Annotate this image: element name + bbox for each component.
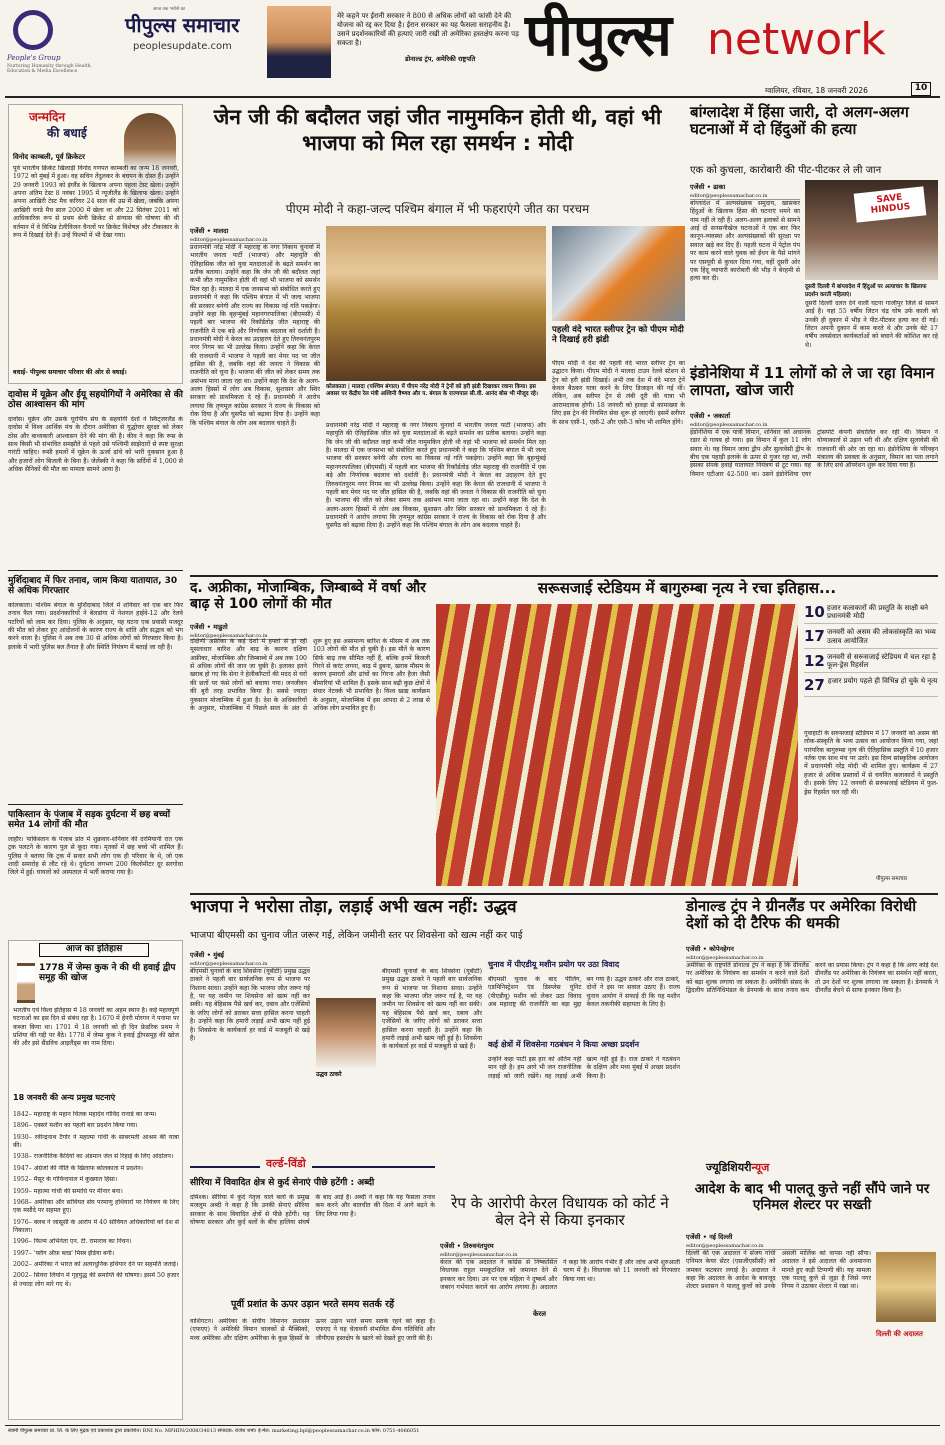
bangladesh-photo-caption: दूसरी दिल्ली में बांग्लादेश में हिंदुओं पर अत्याचार के खिलाफ प्रदर्शन करती महिलाएं। [805,284,927,298]
uddhav-story [190,898,680,1158]
lead-story [190,104,685,574]
kerala-text: केरल की एक अदालत ने कांग्रेस से निष्कासित विधायक राहुल ममकूटथिल को जमानत देने से इनकार कर दिया। उन पर एक महिला ने दुष्कर्म और जबरन गर्भपात कराने का आरोप लगाया है। अदालत ने कहा कि आरोप गंभीर हैं और जांच अभी शुरुआती चरण में है। विधायक को 11 जनवरी को गिरफ्तार किया गया था। [440,1259,680,1292]
indonesia-email: editor@peoplessamachar.co.in [690,422,810,429]
save-hindus-sign: SAVE HINDUS [854,186,927,222]
paper-name: पीपुल्स समाचार [125,13,240,37]
history-item: 1938– राजनीतिक कैदियों का अंडमान जेल से रिहाई के लिए आंदोलन। [13,1153,174,1161]
judiciary-head: आदेश के बाद भी पालतू कुत्ते नहीं सौंपे जाने पर एनिमल शेल्टर पर सख्ती [694,1181,930,1213]
bangladesh-sub: एक को कुचला, कारोबारी की पीट-पीटकर ले ली जान [690,165,882,176]
uddhav-head: भाजपा ने भरोसा तोड़ा, लड़ाई अभी खत्म नहीं: उद्धव [190,897,517,917]
history-list-title: 18 जनवरी की अन्य प्रमुख घटनाएं [13,1093,116,1102]
africa-email: editor@peoplessamachar.co.in [190,633,305,640]
birthday-title-bottom: की बधाई [47,126,87,140]
group-name: People's Group [7,54,61,62]
masthead-rule [5,96,940,98]
trump-agency: एजेंसी [686,945,701,953]
bihu-story [436,580,938,890]
flight-head: पूर्वी प्रशांत के ऊपर उड़ान भरते समय सतर्क रहें [230,1299,395,1310]
world-window [190,1157,435,1422]
africa-place: माडुतो [213,623,228,631]
kerala-agency: एजेंसी [440,1242,455,1250]
uddhav-sub: भाजपा बीएमसी का चुनाव जीत जरूर गई, लेकिन जमीनी स्तर पर शिवसेना को खत्म नहीं कर पाई [190,930,523,941]
syria-head: सीरिया में विवादित क्षेत्र से कुर्द सेनाएं पीछे हटेंगी : अब्दी [190,1178,375,1188]
indonesia-story [690,365,938,575]
uddhav-photo [316,998,376,1068]
dateline: ग्वालियर, रविवार, 18 जनवरी 2026 [765,86,868,95]
africa-head: द. अफ्रीका, मोजाम्बिक, जिम्बाब्वे में वर्षा और बाढ़ से 100 लोगों की मौत [190,580,426,613]
lead-headline: जेन जी की बदौलत जहां जीत नामुमकिन होती थी, वहां भी भाजपा को मिल रहा समर्थन : मोदी [213,105,662,156]
birthday-name: विनोद काम्बली, पूर्व क्रिकेटर [13,153,85,161]
bihu-fact [804,677,938,697]
indonesia-place: जकार्ता [713,412,731,420]
imprint-line: स्वामी पीपुल्स समाचार प्रा. लि. के लिए मुद्रक एवं प्रकाशक द्वारा प्रकाशित। RNI No. MPHIN/2008/34013 संपादक: राजेश शर्मा। ई-मेल: marketing.bpl@peoplessamachar.co.in फोन: 0751-4066051 [8,1428,420,1434]
history-box [8,940,183,1420]
bihu-fact-text: हजार कलाकारों की प्रस्तुति के साक्षी बने प्रधानमंत्री मोदी [827,604,929,621]
bangladesh-agency: एजेंसी [690,183,705,191]
train-photo [552,226,685,321]
judiciary-text: दिल्ली की एक अदालत ने संजय गांधी एनिमल केयर सेंटर (एसजीएसीसी) को जमकर फटकार लगाई है। अदालत ने कहा कि अदालत के आदेश के बावजूद शेल्टर प्रशासन ने पालतू कुत्तों को उनके असली मालिक को वापस नहीं सौंपा। अदालत ने इसे अदालत की अवमानना मानते हुए कड़ी टिप्पणी की। यह मामला एक पालतू कुत्ते से जुड़ा है जिसे नगर निगम ने उठाकर शेल्टर में रखा था। [686,1250,871,1291]
lead-byline: एजेंसी • मालदा editor@peoplessamachar.co.in [190,224,320,244]
bangladesh-side-text: दूसरी दिल्ली दलत देने वाली घटना गाजीपुर जिले से सामने आई है। यहां 55 वर्षीय लिटन चंद्र घोष उर्फ काली को उनकी ही दुकान में भीड़ ने पीट-पीटकर हत्या कर दी गई। लिटन अपनी दुकान में काम करते थे और उनके बेटे 17 वर्षीय जयसेवाल कार्यकर्ताओं को बचाने की कोशिश कर रहे थे। [805,300,938,349]
bihu-fact [804,653,938,673]
judiciary-place: नई दिल्ली [709,1233,733,1241]
kerala-story [440,1195,680,1420]
group-tagline: Nurturing Humanity through Health, Education & Media Excellence [7,64,92,74]
bihu-facts [804,604,938,701]
lead-photo-caption: कोलकाता | मालदा (पश्चिम बंगाल) में पीएम नरेंद्र मोदी ने ट्रेनों को हरी झंडी दिखाकर रवाना किया। इस अवसर पर केंद्रीय रेल मंत्री अश्विनी वैष्णव और प. बंगाल के राज्यपाल सी.वी. आनंद बोस भी मौजूद रहे। [326,384,538,398]
masthead [5,1,940,102]
world-rule [190,1166,435,1168]
footer-rule [5,1425,940,1426]
bangladesh-place: ढाका [713,183,726,191]
africa-byline: एजेंसी • माडुतो editor@peoplessamachar.co.in [190,620,305,640]
website: peoplesupdate.com [133,41,232,52]
judiciary-email: editor@peoplessamachar.co.in [686,1243,811,1250]
birthday-text: पूर्व भारतीय क्रिकेट खिलाड़ी विनोद गणपत काम्बली का जन्म 18 जनवरी, 1972 को मुंबई में हुआ। वह सचिन तेंदुलकर के बचपन के दोस्त हैं। उन्होंने 29 जनवरी 1993 को इंग्लैंड के खिलाफ अपना पहला टेस्ट खेला। उन्होंने अपना अंतिम टेस्ट 8 नवंबर 1995 में न्यूजीलैंड के खिलाफ खेला। उन्होंने अपना आखिरी टेस्ट मैच करियर 24 साल की उम्र में खेला, जबकि अपना आखिरी वनडे मैच साल 2000 में खेला था और 22 सितंबर 2011 को आधिकारिक रूप से प्रथम श्रेणी क्रिकेट से संन्यास की घोषणा की थी वर्तमान में वे विभिन्न टेलीविजन चैनलों पर क्रिकेट विशेषज्ञ और टीकाकार के रूप में दिखाई देते हैं। उन्हें फिल्मों में भी देखा गया। [13,165,179,239]
kerala-head: रेप के आरोपी केरल विधायक को कोर्ट ने बेल देने से किया इनकार [451,1194,669,1230]
history-item: 1996– फिल्म अभिनेता एन. टी. रामाराव का निधन। [13,1238,132,1246]
judiciary-label: दिल्ली की अदालत [876,1330,923,1338]
africa-story [190,580,430,880]
judiciary-byline: एजेंसी • नई दिल्ली editor@peoplessamachar.co.in [686,1230,811,1250]
kerala-label: केरल [530,1309,549,1319]
hourglass-icon [17,963,35,1003]
bihu-fact-number: 10 [804,603,825,621]
bangladesh-email: editor@peoplessamachar.co.in [690,193,800,200]
bihu-fact-number: 27 [804,675,825,694]
history-item: 1968– अमेरिका और सोवियत संघ परमाणु हथियारों पर नियंत्रण के लिए एक मसौदे पर सहमत हुए। [13,1198,179,1215]
africa-text: दक्षिणी अफ्रीका के कई देशों में हफ्तों से हो रही मूसलाधार बारिश और बाढ़ के कारण दक्षिण अफ्रीका, मोजाम्बिक और जिम्बाब्वे में अब तक 100 से अधिक लोगों की जान जा चुकी है। इलाका इतने खराब हो गए कि सेना ने हेलीकॉप्टरों की मदद से घरों की छतों पर फंसे लोगों को बचाया गया। जनजीवन की बुरी तरह प्रभावित किया है। सबसे ज्यादा नुकसान मोजाम्बिक में हुआ है। देश के अधिकारियों के अनुसार, मोजाम्बिक में पिछले साल के अंत से शुरू हुए इस असामान्य बारिश के मौसम में अब तक 103 लोगों की मौत हो चुकी है। इस मौतें के कारण सिर्फ बाढ़ तक सीमित नहीं हैं, बल्कि इनमें बिजली गिरने से करंट लगना, बाढ़ में डूबना, खराब मौसम के कारण इमारतों और ढांचों का गिरना और हैजा जैसी बीमारियां भी शामिल हैं। इसके साथ बढ़ी कुछ क्षेत्रों में संचार नेटवर्क भी प्रभावित है। विश्व खाद्य कार्यक्रम के अनुसार, मोजाम्बिक में इस आपदा से 2 लाख से अधिक लोग प्रभावित हुए हैं। [190,638,430,712]
history-item: 1842– महाराष्ट्र के महान चिंतक महादेव गोविंद रानाडे का जन्म। [13,1111,157,1118]
evm-text: बीएमसी चुनाव के बाद पीलिंग, एडमिनिस्ट्रेशन एंड डिस्प्लेस यूनिट (पीएडीयू) मशीन को लेकर उठा विवाद अब महाराष्ट्र की राजनीति का बड़ा मुद्दा बन गया है। उद्धव ठाकरे और राज ठाकरे, दोनों ने इस पर सवाल उठाए हैं। राज्य चुनाव आयोग ने सफाई दी कि यह मशीन केवल तकनीकी सहायता के लिए है। [488,976,680,1009]
judiciary-tag [706,1162,769,1175]
kerala-email: editor@peoplessamachar.co.in [440,1252,558,1259]
history-item: 2002– अमेरिका ने भारत को अत्याधुनिक हथियार देने पर सहमति जताई। [13,1261,179,1269]
uddhav-text: बीएमसी चुनावों के बाद शिवसेना (यूबीटी) प्रमुख उद्धव ठाकरे ने पहली बार सार्वजनिक रूप से भाजपा पर निशाना साधा। उन्होंने कहा कि भाजपा जीत जरूर गई है, पर यह जमीन पर शिवसेना को खत्म नहीं कर सकी। यह बेहिसाब पैसे खर्च कर, दबाव और एजेंसियों के जरिए लोगों को डराकर सत्ता हासिल करना चाहती है। उन्होंने कहा कि हमारी लड़ाई अभी खत्म नहीं हुई है। शिवसेना के कार्यकर्ता हर वार्ड में मजबूती से खड़े हैं। [190,968,310,1042]
lead-agency: एजेंसी [190,227,205,235]
bangladesh-text: बांग्लादेश में अल्पसंख्यक समुदाय, खासकर हिंदुओं के खिलाफ हिंसा की घटनाएं थमने का नाम नहीं ले रही हैं। अलग-अलग इलाकों से सामने आई दो सनसनीखेज घटनाओं ने एक बार फिर कानून-व्यवस्था और अल्पसंख्यकों की सुरक्षा पर सवाल खड़े कर दिए हैं। पहली घटना में पेट्रोल पंप पर काम करने वाले युवक को ईंधन के पैसे मांगने पर एसयूवी से कुचल दिया गया, वहीं दूसरी ओर एक हिंदू व्यापारी कारोबारी की भीड़ ने बेरहमी से हत्या कर दी। [690,200,800,283]
kerala-place: तिरुवनंतपुरम [463,1242,494,1250]
kerala-byline: एजेंसी • तिरुवनंतपुरम editor@peoplessamachar.co.in [440,1239,558,1259]
birthday-wish: बधाई- पीपुल्स समाचार परिवार की ओर से बधाई। [13,369,127,376]
bihu-head: सरूसजाई स्टेडियम में बागुरुम्बा नृत्य ने रचा इतिहास... [537,579,837,597]
trump-head: डोनाल्ड ट्रंप ने ग्रीनलैंड पर अमेरिका विरोधी देशों को दी टैरिफ की धमकी [686,897,917,933]
bangladesh-byline: एजेंसी • ढाका editor@peoplessamachar.co.in [690,180,800,200]
bihu-fact-text: जनवरी से सरूसजाई स्टेडियम में चल रहा है फूल-ड्रेस रिहर्सल [827,652,936,669]
uddhav-agency: एजेंसी [190,951,205,959]
judiciary-agency: एजेंसी [686,1233,701,1241]
lead-text-col2: प्रधानमंत्री नरेंद्र मोदी ने महाराष्ट्र के नगर निकाय चुनावों में भारतीय जनता पार्टी (भाजपा) और महायुति की ऐतिहासिक जीत को युवा मतदाताओं के बढ़ते समर्थन का प्रतीक बताया। उन्होंने कहा कि जेन जी की बदौलत जहां कभी जीत नामुमकिन होती थी वहां भी भाजपा को समर्थन मिल रहा है। मालदा में एक जनसभा को संबोधित करते हुए प्रधानमंत्री ने कहा कि पश्चिम बंगाल में भी जल्द भाजपा की सरकार बनेगी और राज्य का विकास नई गति पकड़ेगा। उन्होंने कहा कि बृहन्मुंबई महानगरपालिका (बीएमसी) में पहली बार भाजपा की रिकॉर्डतोड़ जीत महाराष्ट्र की राजनीति में एक बड़े और निर्णायक बदलाव को दर्शाती है। प्रधानमंत्री मोदी ने केरल का उदाहरण देते हुए तिरुवनंतपुरम नगर निगम का भी उल्लेख किया। उन्होंने कहा कि केरल की राजधानी में भाजपा ने पहली बार मेयर पद पर जीत हासिल की है, जबकि वहां की जनता ने विकास की राजनीति को चुना है। भाजपा की जीत को लेकर समय तक असंभव माना जाता रहा था। उन्होंने कहा कि देश के अलग-अलग हिस्सों में लोग अब विकास, सुशासन और स्थिर सरकार को प्राथमिकता दे रहे हैं। प्रधानमंत्री ने आरोप लगाया कि तृणमूल कांग्रेस सरकार ने राज्य के विकास को रोक दिया है और घुसपैठ को बढ़ावा दिया है। उन्होंने कहा कि पश्चिम बंगाल के लोग अब बदलाव चाहते हैं। [326,422,546,530]
indonesia-agency: एजेंसी [690,412,705,420]
train-text: पीएम मोदी ने देश की पहली वंदे भारत स्लीपर ट्रेन का उद्घाटन किया। पीएम मोदी ने मालदा टाउन रेलवे स्टेशन से ट्रेन को हरी झंडी दिखाई। अभी तक देश में वंदे भारत ट्रेनें केवल बैठकर यात्रा करने के लिए डिजाइन की गई थीं। लेकिन, अब स्लीपर ट्रेन से लंबी दूरी की यात्रा भी आरामदायक होगी। 18 जनवरी को हावड़ा से कामाख्या के लिए इस ट्रेन की नियमित सेवा शुरू हो जाएगी। इसमें स्लीपर के साथ एसी-1, एसी-2 और एसी-3 कोच भी शामिल होंगे। [552,360,685,426]
judiciary-tag-1: ज्यूडिशियरी [706,1161,752,1174]
davos-head: दावोस में यूक्रेन और ईयू सहयोगियों ने अमेरिका से की ठोस आश्वासन की मांग [8,390,183,411]
brand-english: network [707,14,886,65]
trump-email: editor@peoplessamachar.co.in [686,955,811,962]
section-rule [190,575,938,577]
lead-email: editor@peoplessamachar.co.in [190,237,320,244]
divider [8,570,183,571]
history-lead-head: 1778 में जेम्स कुक ने की थी हवाई द्वीप समूह की खोज [39,963,176,984]
uddhav-photo-caption: उद्धव ठाकरे [316,1071,342,1078]
judiciary-tag-2: न्यूज [751,1161,770,1174]
indonesia-head: इंडोनेशिया में 11 लोगों को ले जा रहा विमान लापता, खोज जारी [690,364,935,400]
syria-text: दमिश्क। सीरिया में कुर्द नेतृत्व वाले बलों के प्रमुख मजलूम अब्दी ने कहा है कि उनकी सेनाएं सीरिया सरकार के साथ विवादित क्षेत्रों से पीछे हटेंगी। यह घोषणा सरकार और कुर्द बलों के बीच हालिया संघर्ष के बाद आई है। अब्दी ने कहा कि यह फैसला तनाव कम करने और बातचीत की दिशा में आगे बढ़ने के लिए लिया गया है। [190,1194,435,1227]
history-item: 1976– क्लब ने जासूसी के आरोप में 40 सोवियत अधिकारियों को देश से निकाला। [13,1218,179,1234]
bihu-fact-number: 17 [804,627,825,646]
birthday-box [8,104,183,384]
history-item: 1930– रवीन्द्रनाथ टैगोर ने महात्मा गांधी के साबरमती आश्रम की यात्रा की। [13,1133,179,1150]
left-stories [8,390,183,935]
uddhav-byline: एजेंसी • मुंबई editor@peoplessamachar.co.in [190,948,310,968]
history-item: 1997– 'फ्लैग ऑफ़ ब्लड' मिस्त्र इंडिया बनीं। [13,1249,115,1257]
bangladesh-photo [805,180,938,280]
flight-text: वाशिंगटन। अमेरिका के संघीय विमानन प्रशासन (एफएए) ने अमेरिकी विमान चालकों से मैक्सिको, मध्य अमेरिका और दक्षिण अमेरिका के कुछ हिस्सों के ऊपर उड़ान भरते समय सतर्क रहने को कहा है। एफएए ने यह चेतावनी संभावित सैन्य गतिविधि और जीपीएस हस्तक्षेप के खतरे को देखते हुए जारी की है। [190,1318,435,1342]
history-item: 1952– मैसूर के गोविन्दपाल में कुख्यात हिंसा। [13,1176,118,1184]
history-title: आज का इतिहास [39,943,149,957]
bihu-fact-text: जनवरी को असम की लोकसंस्कृति का भव्य उत्सव आयोजित [827,628,936,645]
history-item: 1959– महात्मा गांधी की समाधि पर मीनार बना। [13,1187,123,1195]
train-head: पहली वंदे भारत स्लीपर ट्रेन को पीएम मोदी ने दिखाई हरी झंडी [552,325,684,345]
page-number: 10 [911,82,931,96]
world-title: वर्ल्ड-विंडो [260,1158,312,1171]
africa-agency: एजेंसी [190,623,205,631]
trump-photo [267,6,331,78]
shiv-text: उन्होंने कहा पार्टी इस हार को अंतिम नहीं मान रही है। हम आगे भी जन राजनीतिक लड़ाई को जारी रखेंगे। वह लड़ाई अभी खत्म नहीं हुई है। राज ठाकरे ने गठबंधन के दक्षिण और मध्य मुंबई में अच्छा प्रदर्शन किया है। [488,1056,680,1080]
trump-text: अमेरिका के राष्ट्रपति डोनाल्ड ट्रंप ने कहा है कि ग्रीनलैंड पर अमेरिका के नियंत्रण का समर्थन न करने वाले देशों को बढ़ा शुल्क लगाया जा सकता है। अमेरिकी संसद के द्विदलीय प्रतिनिधिमंडल के डेनमार्क के साथ तनाव कम करने का प्रयास किया। ट्रंप ने कहा है कि अगर कोई देश ग्रीनलैंड पर अमेरिका के नियंत्रण का समर्थन नहीं करता, तो उन देशों पर शुल्क लगाया जा सकता है। डेनमार्क ने ग्रीनलैंड बेचने से साफ इनकार किया है। [686,962,938,995]
birthday-title-top: जन्मदिन [29,110,66,124]
lead-subhead: पीएम मोदी ने कहा-जल्द पश्चिम बंगाल में भी फहराएंगे जीत का परचम [285,202,590,216]
bihu-fact [804,604,938,624]
masthead-small: आज तक भरोसे का [153,7,186,12]
evm-head: चुनाव में पीएडीयू मशीन प्रयोग पर उठा विवाद [488,960,620,969]
uddhav-place: मुंबई [213,951,224,959]
divider [8,804,183,805]
indonesia-text: इंडोनेशिया में एक यात्री विमान, शनिवार को अचानक रडार से गायब हो गया। इस विमान में कुल 11 लोग सवार थे। यह विमान जावा द्वीप और सुलावेसी द्वीप के बीच एक पहाड़ी इलाके के ऊपर से गुजर रहा था, तभी इसका संपर्क हवाई यातायात नियंत्रण से टूट गया। यह विमान एटीआर 42-500 था। उसने इंडोनेशिया एयर ट्रांसपोर्ट कंपनी संचालित कर रही थी। विमान ने योग्याकार्ता से उड़ान भरी थी और दक्षिण सुलावेसी की राजधानी की ओर जा रहा था। इंडोनेशिया के परिवहन मंत्रालय की प्रवक्ता के अनुसार, विमान का पता लगाने के लिए सर्च ऑपरेशन शुरू कर दिया गया है। [690,429,938,478]
trump-quote-by: डोनाल्ड ट्रंप, अमेरिकी राष्ट्रपति [405,55,476,63]
bihu-fact [804,628,938,648]
history-list [13,1111,179,1416]
uddhav-text-col2: बीएमसी चुनावों के बाद शिवसेना (यूबीटी) प्रमुख उद्धव ठाकरे ने पहली बार सार्वजनिक रूप से भाजपा पर निशाना साधा। उन्होंने कहा कि भाजपा जीत जरूर गई है, पर यह जमीन पर शिवसेना को खत्म नहीं कर सकी। यह बेहिसाब पैसे खर्च कर, दबाव और एजेंसियों के जरिए लोगों को डराकर सत्ता हासिल करना चाहती है। उन्होंने कहा कि हमारी लड़ाई अभी खत्म नहीं हुई है। शिवसेना के कार्यकर्ता हर वार्ड में मजबूती से खड़े हैं। [382,968,482,1051]
murshidabad-text: कोलकाता। पश्चिम बंगाल के मुर्शिदाबाद जिले में शनिवार को एक बार फिर तनाव फैल गया। प्रदर्शनकारियों ने बेलडांगा में नेशनल हाईवे-12 और रेलवे पटरियों को जाम कर दिया। पुलिस के अनुसार, यह घटना एक प्रवासी मजदूर की मौत को लेकर हुए आंदोलनों के कारण राज्य के शांति और सद्भाव को भंग करने वाला है। पुलिस ने अब तक 30 से अधिक लोगों को गिरफ्तार किया है। इलाके में भारी पुलिस बल तैनात है और स्थिति नियंत्रण में बताई जा रही है। [8,602,183,651]
trump-place: कोपेनहेगन [709,945,734,953]
section-rule [190,893,938,895]
justice-scale-icon [876,1252,936,1322]
bihu-fact-text: हजार प्रयोग पहले ही विभिन्न हो चुके थे नृत्य [827,676,938,685]
trump-story [686,898,938,1158]
bihu-text: गुवाहाटी के सरूसजाई स्टेडियम में 17 जनवरी को असम की लोक-संस्कृति के भव्य उत्सव का आयोजन किया गया, जहां पारंपरिक बागुरुम्बा नृत्य की ऐतिहासिक प्रस्तुति में 10 हजार नर्तक एक साथ मंच पर उतरे। इस दिव्य सांस्कृतिक आयोजन में प्रधानमंत्री नरेंद्र मोदी भी शामिल हुए। कार्यक्रम में 27 हजार से अधिक प्रस्तावों में से चयनित कलाकारों ने प्रस्तुति दी। इसके लिए 12 जनवरी से सरूसजाई स्टेडियम में फुल-ड्रेस रिहर्सल चल रही थी। [804,730,938,796]
bihu-dance-photo [436,604,798,886]
davos-text: दावोस। यूक्रेन और उसके यूरोपीय संघ के सहयोगी देशों ने स्विट्जरलैंड के दावोस में विश्व आर्थिक मंच के दौरान अमेरिका से युद्धोत्तर सुरक्षा को लेकर ठोस और बाध्यकारी आश्वासन देने की मांग की है। कीव ने कहा कि रूस के साथ किसी भी संभावित समझौते से पहले उसे पश्चिमी साझेदारों से स्पष्ट सुरक्षा गारंटी चाहिए। रूसी हमलों में यूक्रेन के ऊर्जा ढांचे को भारी नुकसान हुआ है और हजारों लोग बिजली के बिना हैं। जेलेंस्की ने कहा कि सर्दियों में 1,000 से अधिक सैनिकों की मौत का मामला सामने आया है। [8,416,183,474]
lead-photo-modi [326,226,546,381]
trump-byline: एजेंसी • कोपेनहेगन editor@peoplessamachar.co.in [686,942,811,962]
bihu-credit: पीपुल्स समाचार [876,876,908,882]
history-lead-text: भारतीय एवं विश्व इतिहास में 18 जनवरी का अहम स्थान है। कई महत्वपूर्ण घटनाओं का इस दिन से संबंध रहा है। 1670 में हेनरी मोरगन ने पनामा पर कब्जा किया था। 1701 में 18 जनवरी को ही दिन फ्रेडरिक प्रथम ने प्रशिया की गद्दी पर बैठे। 1778 में जेम्स कुक ने हवाई द्वीपसमूह की खोज की और इसे सैंडविच आइलैंड्स का नाम दिया। [13,1007,179,1048]
murshidabad-head: मुर्शिदाबाद में फिर तनाव, जाम किया यातायात, 30 से अधिक गिरफ्तार [8,576,178,597]
peoples-group-logo-icon [13,10,53,50]
lead-text-col1: प्रधानमंत्री नरेंद्र मोदी ने महाराष्ट्र के नगर निकाय चुनावों में भारतीय जनता पार्टी (भाजपा) और महायुति की ऐतिहासिक जीत को युवा मतदाताओं के बढ़ते समर्थन का प्रतीक बताया। उन्होंने कहा कि जेन जी की बदौलत जहां कभी जीत नामुमकिन होती थी वहां भी भाजपा को समर्थन मिल रहा है। मालदा में एक जनसभा को संबोधित करते हुए प्रधानमंत्री ने कहा कि पश्चिम बंगाल में भी जल्द भाजपा की सरकार बनेगी और राज्य का विकास नई गति पकड़ेगा। उन्होंने कहा कि बृहन्मुंबई महानगरपालिका (बीएमसी) में पहली बार भाजपा की रिकॉर्डतोड़ जीत महाराष्ट्र की राजनीति में एक बड़े और निर्णायक बदलाव को दर्शाती है। प्रधानमंत्री मोदी ने केरल का उदाहरण देते हुए तिरुवनंतपुरम नगर निगम का भी उल्लेख किया। उन्होंने कहा कि केरल की राजधानी में भाजपा ने पहली बार मेयर पद पर जीत हासिल की है, जबकि वहां की जनता ने विकास की राजनीति को चुना है। भाजपा की जीत को लेकर समय तक असंभव माना जाता रहा था। उन्होंने कहा कि देश के अलग-अलग हिस्सों में लोग अब विकास, सुशासन और स्थिर सरकार को प्राथमिकता दे रहे हैं। प्रधानमंत्री ने आरोप लगाया कि तृणमूल कांग्रेस सरकार ने राज्य के विकास को रोक दिया है और घुसपैठ को बढ़ावा दिया है। उन्होंने कहा कि पश्चिम बंगाल के लोग अब बदलाव चाहते हैं। [190,244,320,427]
pakistan-head: पाकिस्तान के पंजाब में सड़क दुर्घटना में छह बच्चों समेत 14 लोगों की मौत [8,810,171,831]
history-item: 2002– सियरा लियोन में गृहयुद्ध की समाप्ति की घोषणा। इसमें 50 हजार से ज्यादा लोग मारे गए थे। [13,1272,179,1288]
pakistan-text: लाहौर। पाकिस्तान के पंजाब प्रांत में शुक्रवार-शनिवार की दरमियानी रात एक ट्रक पलटने के कारण पुल से कूदा गया। मृतकों में छह बच्चे भी शामिल हैं। पुलिस ने बताया कि ट्रक में सवार सभी लोग एक ही परिवार के थे, जो एक शादी समारोह से लौट रहे थे। दुर्घटना लगभग 200 किलोमीटर दूर सरगोधा जिले में हुई। घायलों को अस्पताल में भर्ती कराया गया है। [8,836,183,877]
indonesia-byline: एजेंसी • जकार्ता editor@peoplessamachar.co.in [690,409,810,429]
brand-hindi: पीपुल्स [525,1,672,69]
uddhav-email: editor@peoplessamachar.co.in [190,961,310,968]
bangladesh-head: बांग्लादेश में हिंसा जारी, दो अलग-अलग घटनाओं में दो हिंदुओं की हत्या [690,103,909,139]
history-item: 1896– एक्सरे मशीन का पहली बार प्रदर्शन किया गया। [13,1122,138,1130]
shiv-head: कई क्षेत्रों में शिवसेना गठबंधन ने किया अच्छा प्रदर्शन [488,1040,640,1049]
trump-quote: मेरे कहने पर ईरानी सरकार ने 800 से अधिक लोगों को फांसी देने की योजना को रद्द कर दिया है। ईरान सरकार का यह फैसला सराहनीय है। उसने प्रदर्शनकारियों की हत्याएं जारी रखी तो अमेरिका हस्तक्षेप करना पड़ सकता है। [337,12,519,48]
judiciary-story [686,1162,938,1422]
bihu-fact-number: 12 [804,651,825,670]
lead-place: मालदा [213,227,229,235]
history-item: 1947– अंग्रेजों की नीति के खिलाफ कोलकाता में प्रदर्शन। [13,1164,144,1172]
